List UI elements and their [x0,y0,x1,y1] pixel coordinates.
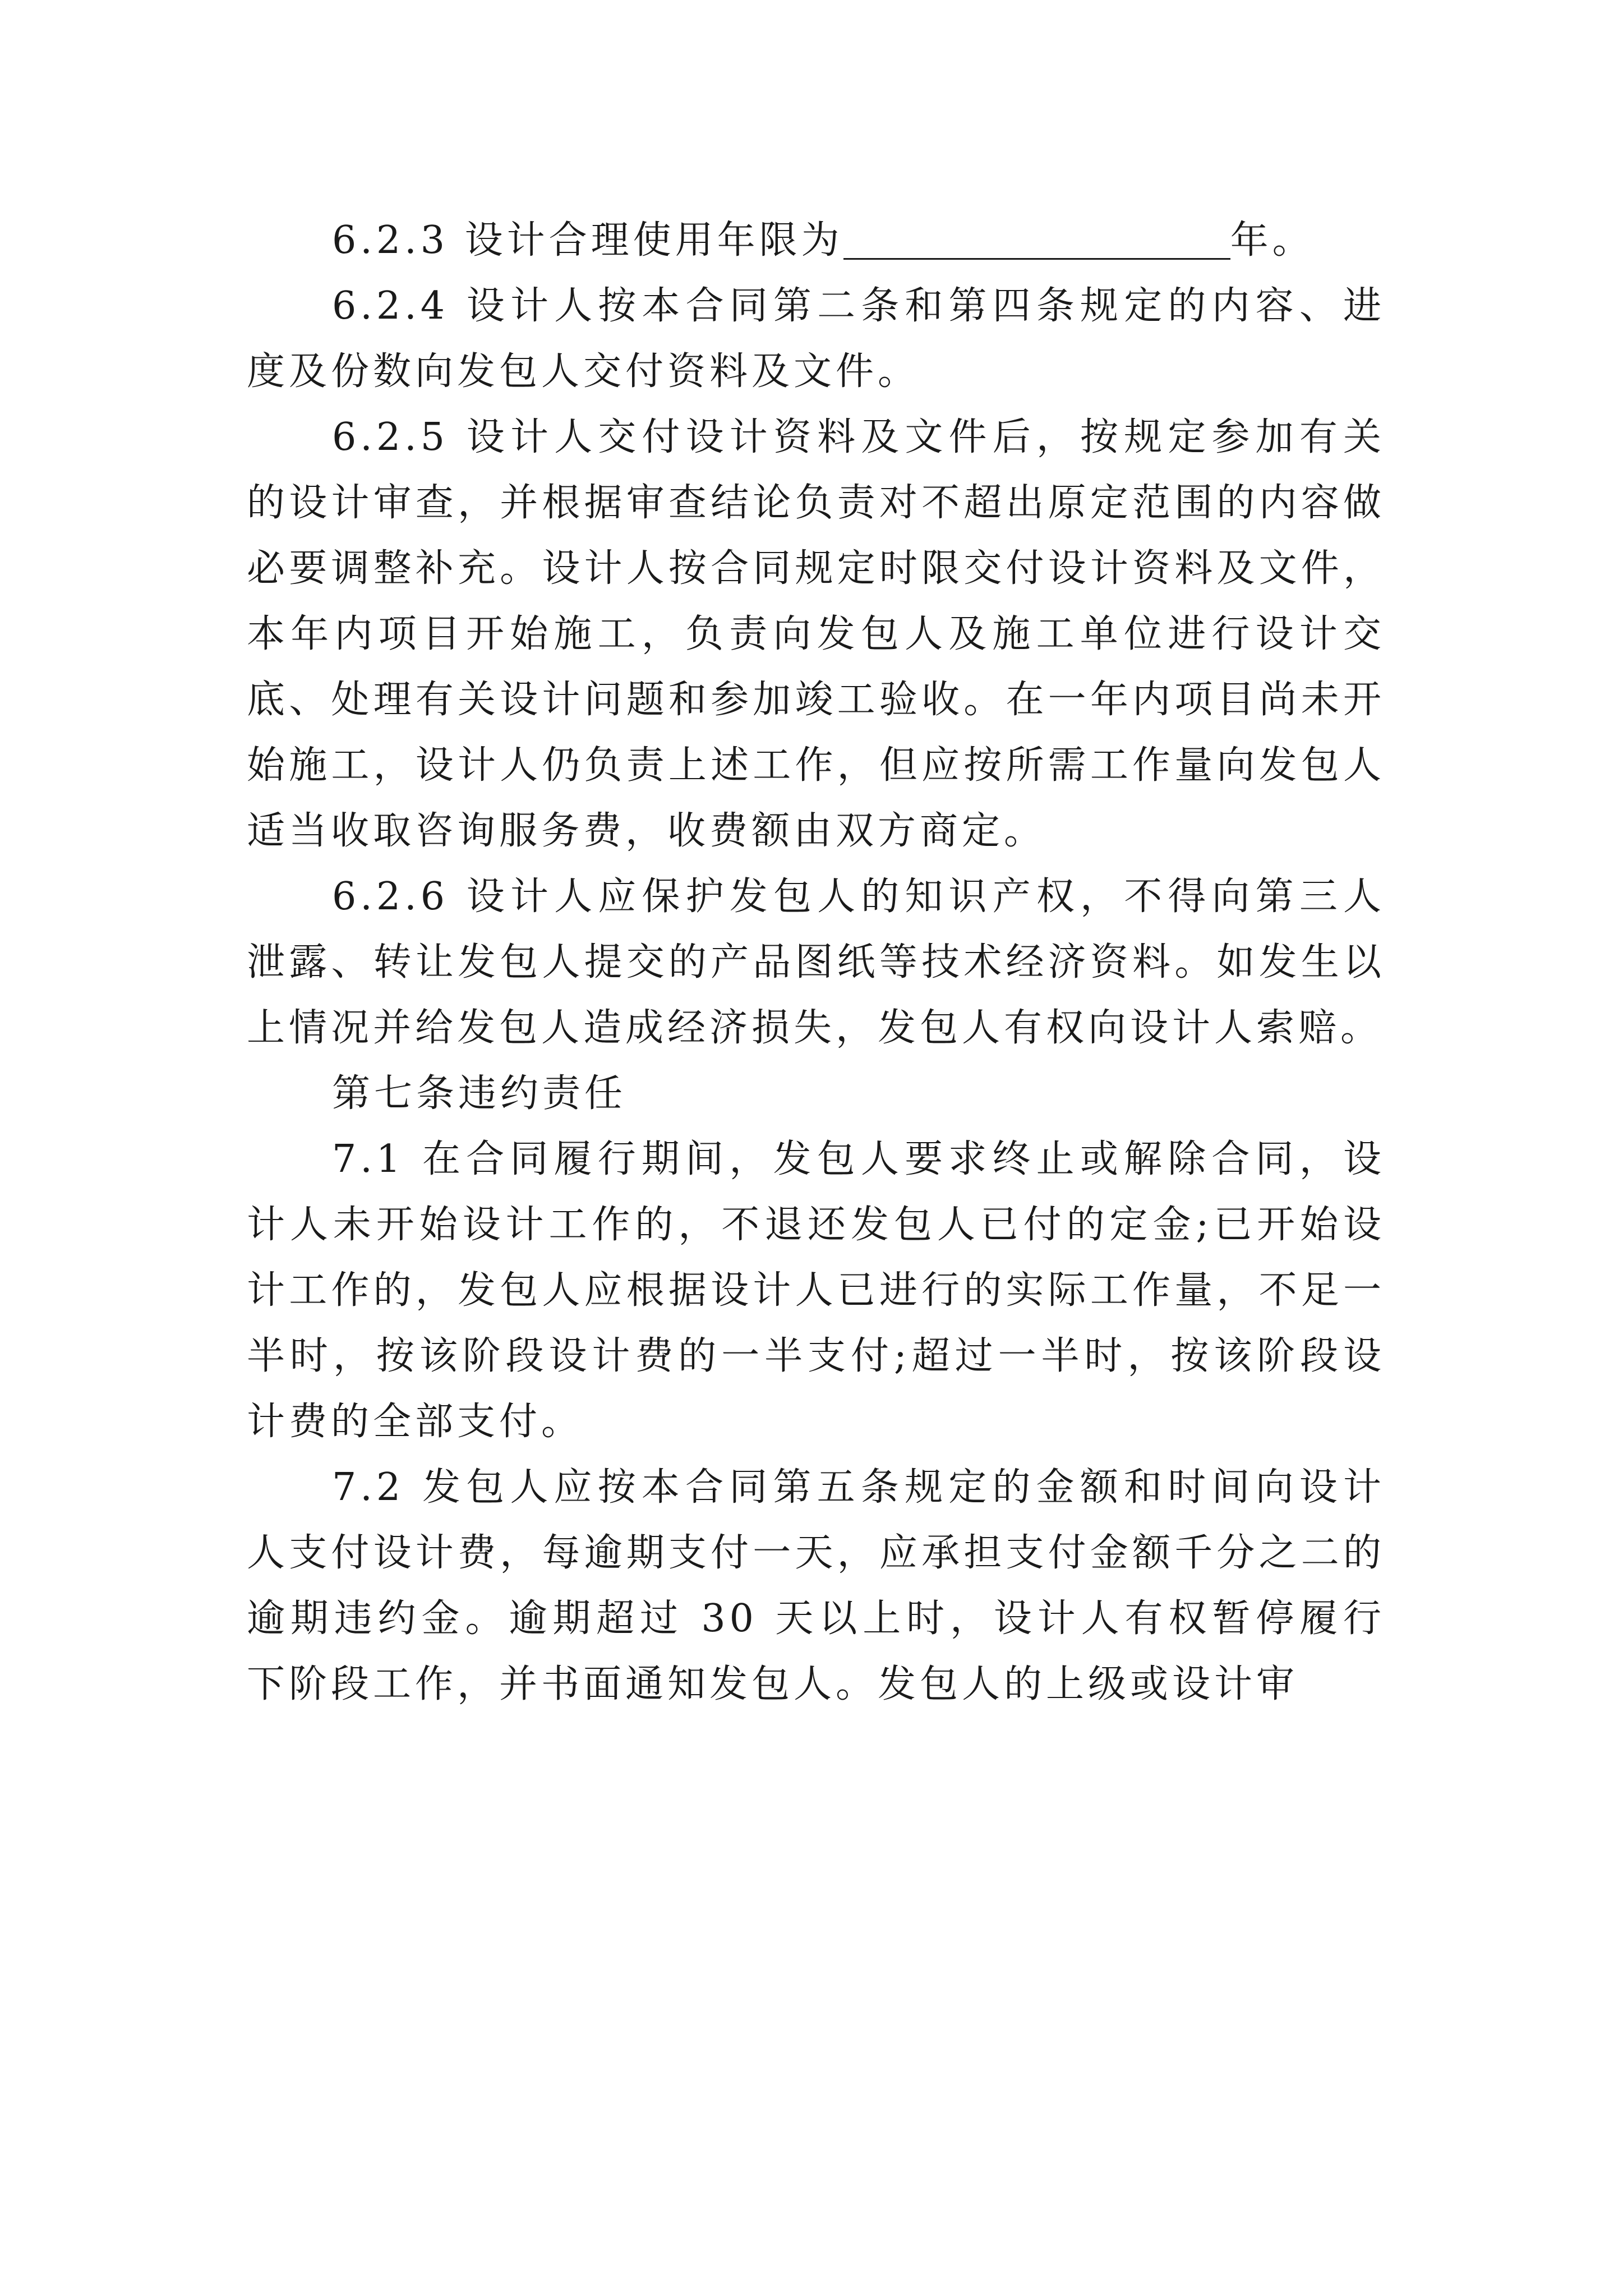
clause-6-2-6: 6.2.6 设计人应保护发包人的知识产权，不得向第三人泄露、转让发包人提交的产品图纸等技术经济资料。如发生以上情况并给发包人造成经济损失，发包人有权向设计人索赔。 [247,875,1385,1050]
document-body [247,208,1385,1717]
clause-6-2-5: 6.2.5 设计人交付设计资料及文件后，按规定参加有关的设计审查，并根据审查结论负责对不超出原定范围的内容做必要调整补充。设计人按合同规定时限交付设计资料及文件，本年内项目开始施工，负责向发包人及施工单位进行设计交底、处理有关设计问题和参加竣工验收。在一年内项目尚未开始施工，设计人仍负责上述工作，但应按所需工作量向发包人适当收取咨询服务费，收费额由双方商定。 [247,415,1385,853]
clause-6-2-3-text: 6.2.3 设计合理使用年限为 [332,218,843,263]
article-7-heading: 第七条违约责任 [332,1071,627,1116]
clause-7-2: 7.2 发包人应按本合同第五条规定的金额和时间向设计人支付设计费，每逾期支付一天，应承担支付金额千分之二的逾期违约金。逾期超过 30 天以上时，设计人有权暂停履行下阶段工作，并书面通知发包人。发包人的上级或设计审 [247,1465,1385,1706]
clause-6-2-4: 6.2.4 设计人按本合同第二条和第四条规定的内容、进度及份数向发包人交付资料及文件。 [247,284,1385,394]
clause-7-1: 7.1 在合同履行期间，发包人要求终止或解除合同，设计人未开始设计工作的，不退还发包人已付的定金;已开始设计工作的，发包人应根据设计人已进行的实际工作量，不足一半时，按该阶段设计费的一半支付;超过一半时，按该阶段设计费的全部支付。 [247,1137,1385,1444]
clause-6-2-3 [247,208,1385,273]
clause-6-2-3-suffix: 年。 [1230,218,1315,263]
fill-in-blank-line [843,219,1230,260]
